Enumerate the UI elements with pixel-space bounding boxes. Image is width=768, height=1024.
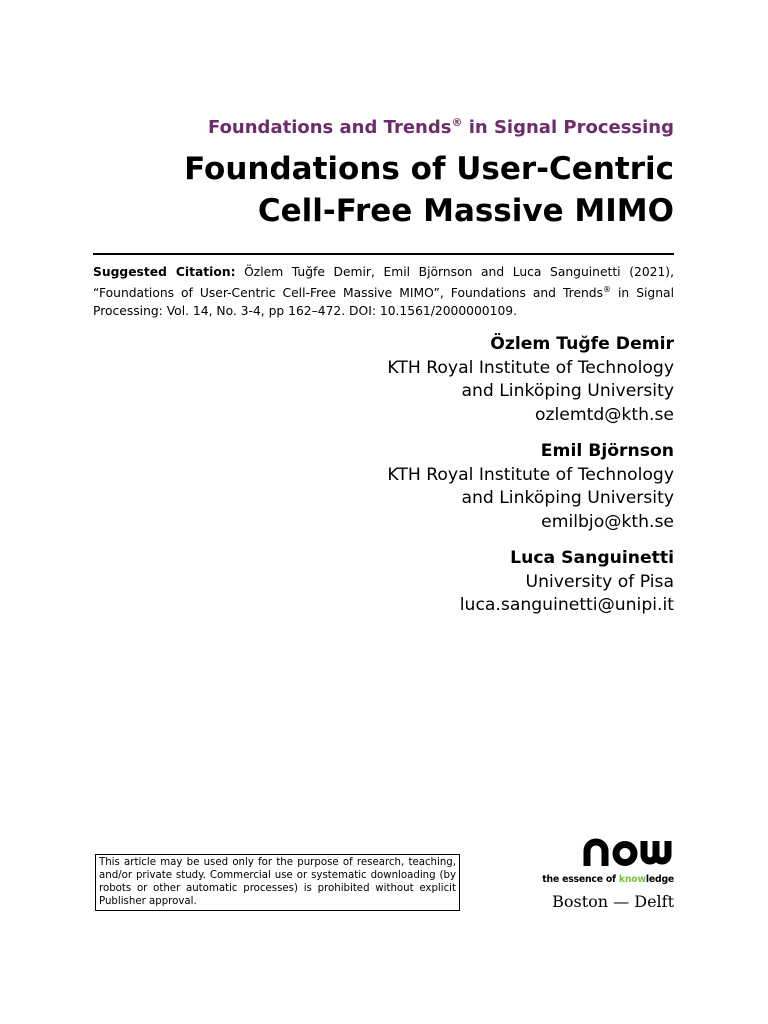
author-name: Emil Björnson: [540, 441, 674, 461]
usage-notice: This article may be used only for the purpose of research, teaching, and/or private study. Commercial use or systematic downloading (by robots or other automatic processes) is prohibited without explicit Publisher approval.: [95, 854, 460, 911]
author-affiliation: KTH Royal Institute of Technology: [387, 464, 674, 485]
author-block: [387, 547, 674, 618]
author-affiliation: University of Pisa: [525, 571, 674, 592]
author-block: [387, 440, 674, 534]
author-email: luca.sanguinetti@unipi.it: [459, 595, 674, 615]
author-email: ozlemtd@kth.se: [534, 404, 674, 425]
author-affiliation: and Linköping University: [461, 488, 674, 508]
title-line-2: Cell-Free Massive MIMO: [257, 193, 674, 229]
series-name: Foundations and Trends® in Signal Processing: [208, 116, 674, 138]
now-logo-icon: [582, 836, 674, 866]
citation-text-2: in Signal Processing: Vol. 14, No. 3-4, pp 162–472. DOI: 10.1561/2000000109.: [93, 286, 674, 319]
title-line-1: Foundations of User-Centric: [184, 151, 674, 187]
page-title: [184, 148, 674, 232]
author-block: [387, 333, 674, 427]
suggested-citation: Suggested Citation: Özlem Tuğfe Demir, Emil Björnson and Luca Sanguinetti (2021), “Foundations of User-Centric Cell-Free Massive MIMO”, Foundations and Trends® in Signal Processing: Vol. 14, No. 3-4, pp 162–472. DOI: 10.1561/2000000109.: [93, 265, 674, 319]
citation-label: Suggested Citation:: [93, 265, 236, 279]
publisher-cities: Boston — Delft: [552, 892, 674, 911]
author-affiliation: KTH Royal Institute of Technology: [387, 357, 674, 378]
author-name: Luca Sanguinetti: [510, 548, 674, 568]
author-name: Özlem Tuğfe Demir: [490, 334, 674, 354]
citation-text-1: Özlem Tuğfe Demir, Emil Björnson and Luca Sanguinetti (2021), “Foundations of User-Centric Cell-Free Massive MIMO”, Foundations and Trends: [93, 265, 674, 301]
author-email: emilbjo@kth.se: [541, 511, 674, 532]
divider: [93, 253, 674, 255]
author-affiliation: and Linköping University: [461, 381, 674, 401]
author-list: [387, 333, 674, 631]
publisher-tagline: the essence of knowledge: [542, 874, 674, 885]
publisher-block: [524, 836, 674, 911]
